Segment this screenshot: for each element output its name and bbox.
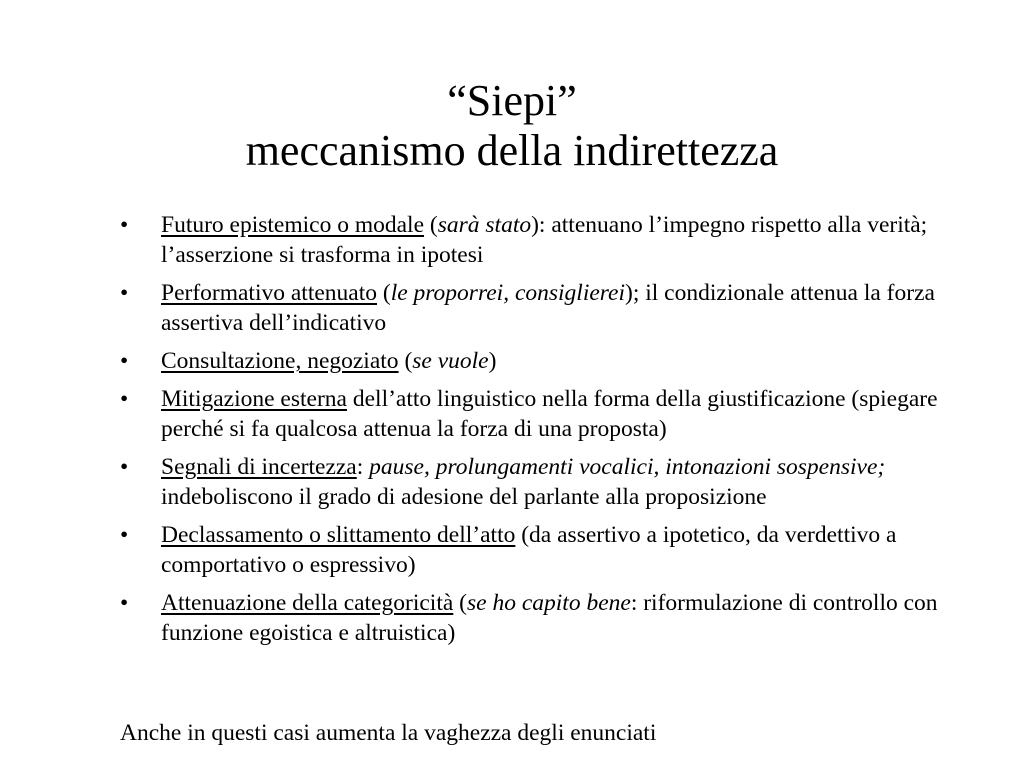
bullet-term: Attenuazione della categoricità — [161, 590, 454, 616]
slide-title-line-1: “Siepi” — [447, 76, 577, 125]
bullet-term: Segnali di incertezza — [161, 454, 357, 480]
bullet-text: ( — [398, 348, 413, 374]
bullet-term: Declassamento o slittamento dell’atto — [161, 522, 516, 548]
bullet-example: pause, prolungamenti vocalici, intonazioni sospensive; — [369, 454, 886, 480]
bullet-text: : riformulazione di controllo con funzione egoistica e altruistica) — [161, 590, 938, 646]
bullet-item — [120, 452, 970, 512]
bullet-icon: • — [120, 212, 129, 238]
bullet-example: sarà stato — [437, 212, 532, 238]
slide-title-line-2: meccanismo della indirettezza — [245, 126, 779, 175]
bullet-term: Performativo attenuato — [161, 280, 377, 306]
bullet-text: ( — [453, 590, 467, 616]
bullet-text: ): attenuano l’impegno rispetto alla verità; l’asserzione si trasforma in ipotesi — [161, 212, 928, 268]
bullet-text: indeboliscono il grado di adesione del parlante alla proposizione — [161, 484, 767, 510]
bullet-item — [120, 278, 970, 338]
bullet-example: le proporrei, consiglierei — [390, 280, 626, 306]
bullet-item — [120, 384, 970, 444]
bullet-icon: • — [120, 454, 129, 480]
bullet-text: ( — [377, 280, 391, 306]
bullet-item — [120, 346, 970, 376]
bullet-icon: • — [120, 348, 129, 374]
bullet-text: ( — [424, 212, 438, 238]
bullet-text: : — [356, 454, 370, 480]
bullet-term: Mitigazione esterna — [161, 386, 347, 412]
bullet-text: ) — [488, 348, 497, 374]
bullet-item — [120, 210, 970, 270]
bullet-item — [120, 520, 970, 580]
bullet-icon: • — [120, 386, 129, 412]
slide-title — [0, 76, 1024, 176]
bullet-icon: • — [120, 280, 129, 306]
bullet-text: dell’atto linguistico nella forma della giustificazione (spiegare perché si fa qualcosa attenua la forza di una proposta) — [161, 386, 938, 442]
bullet-item — [120, 588, 970, 648]
bullet-term: Consultazione, negoziato — [161, 348, 399, 374]
bullet-term: Futuro epistemico o modale — [161, 212, 425, 238]
bullet-list — [120, 210, 970, 656]
bullet-example: se vuole — [412, 348, 489, 374]
bullet-example: se ho capito bene — [467, 590, 631, 616]
bullet-icon: • — [120, 590, 129, 616]
bullet-text: ); il condizionale attenua la forza assertiva dell’indicativo — [161, 280, 935, 336]
bullet-text: (da assertivo a ipotetico, da verdettivo a comportativo o espressivo) — [161, 522, 897, 578]
closing-statement: Anche in questi casi aumenta la vaghezza degli enunciati — [120, 720, 657, 746]
bullet-icon: • — [120, 522, 129, 548]
